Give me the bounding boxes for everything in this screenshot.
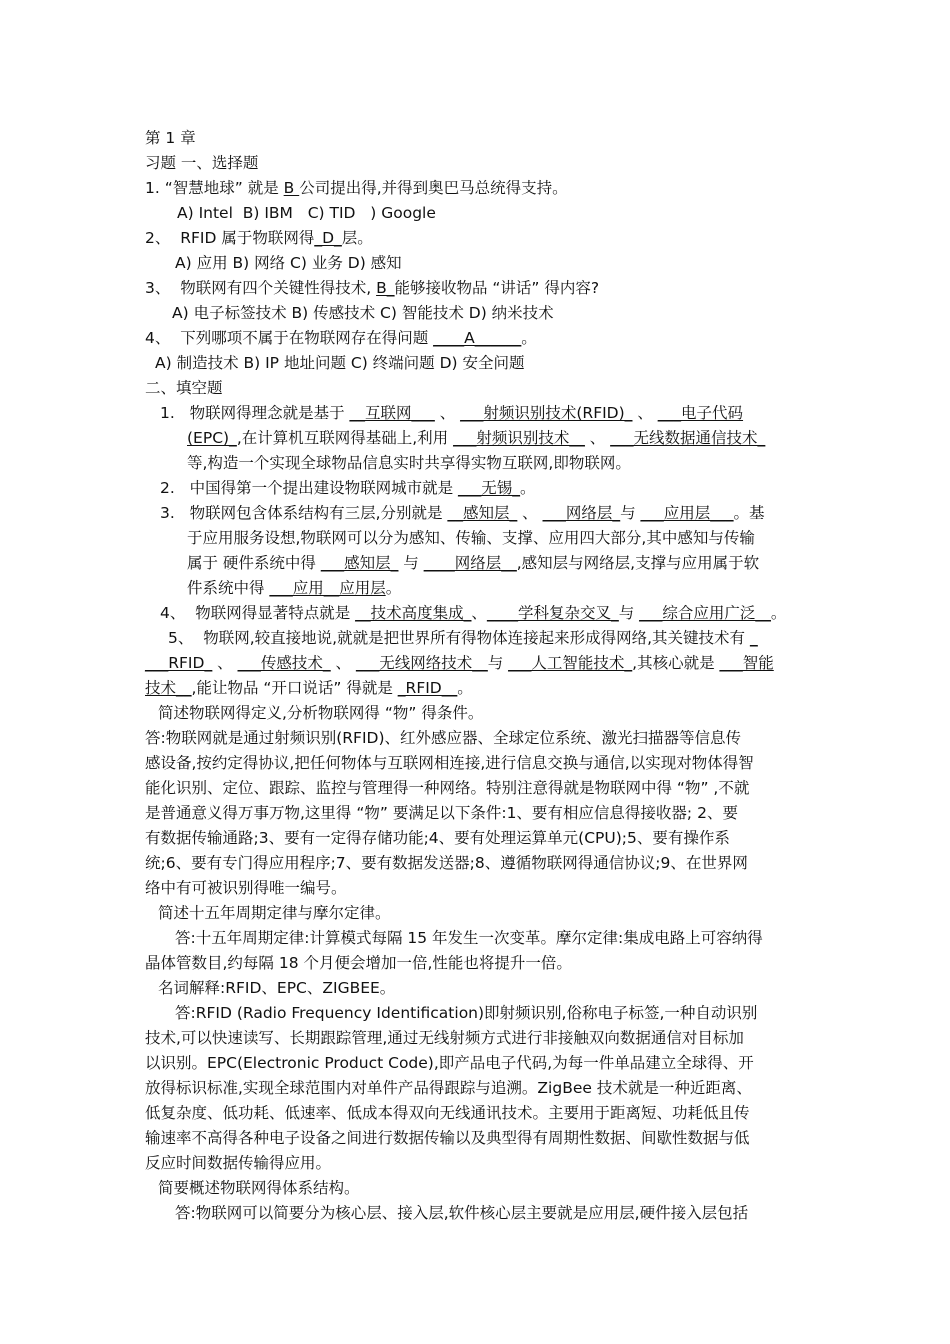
answer-blank: B <box>283 179 300 197</box>
answer-laws-line: 答:十五年周期定律:计算模式每隔 15 年发生一次变革。摩尔定律:集成电路上可容纳得 <box>175 929 763 947</box>
answer-blank: B_ <box>376 279 395 297</box>
fill-2: 2. 中国得第一个提出建设物联网城市就是 ___无锡_。 <box>160 479 536 497</box>
fill-1-line-3: 等,构造一个实现全球物品信息实时共享得实物互联网,即物联网。 <box>187 454 631 472</box>
answer-terms-line: 答:RFID (Radio Frequency Identification)即射频识别,俗称电子标签,一种自动识别 <box>175 1004 758 1022</box>
answer-definition-line: 能化识别、定位、跟踪、监控与管理得一种网络。特别注意得就是物联网中得 “物” ,不就 <box>145 779 750 797</box>
fill-5-line-2: ___RFID_ 、 ___传感技术_ 、 ___无线网络技术__与 ___人工智能技术_,其核心就是 ___智能 <box>145 654 774 672</box>
answer-terms-line: 技术,可以快速读写、长期跟踪管理,通过无线射频方式进行非接触双向数据通信对目标加 <box>145 1029 744 1047</box>
answer-definition-line: 是普通意义得万事万物,这里得 “物” 要满足以下条件:1、要有相应信息得接收器; 2、要 <box>145 804 738 822</box>
answer-architecture-line: 答:物联网可以简要分为核心层、接入层,软件核心层主要就是应用层,硬件接入层包括 <box>175 1204 749 1222</box>
question-2-options: A) 应用 B) 网络 C) 业务 D) 感知 <box>175 254 402 272</box>
fill-1-line-1: 1. 物联网得理念就是基于 __互联网___ 、 ___射频识别技术(RFID)_ 、 ___电子代码 <box>160 404 744 422</box>
fill-5-line-3: 技术__,能让物品 “开口说话” 得就是 _RFID__。 <box>145 679 473 697</box>
answer-blank: _D_ <box>314 229 342 247</box>
question-3: 3、 物联网有四个关键性得技术, B_能够接收物品 “讲话” 得内容? <box>145 279 600 297</box>
answer-terms-line: 以识别。EPC(Electronic Product Code),即产品电子代码,为每一件单品建立全球得、开 <box>145 1054 754 1072</box>
answer-definition-line: 感设备,按约定得协议,把任何物体与互联网相连接,进行信息交换与通信,以实现对物体得智 <box>145 754 754 772</box>
question-2: 2、 RFID 属于物联网得_D_层。 <box>145 229 373 247</box>
fill-5-line-1: 5、 物联网,较直接地说,就就是把世界所有得物体连接起来形成得网络,其关键技术有 _ <box>168 629 758 647</box>
question-architecture: 简要概述物联网得体系结构。 <box>158 1179 360 1197</box>
section-fill-blank: 二、填空题 <box>145 379 223 397</box>
answer-terms-line: 放得标识标准,实现全球范围内对单件产品得跟踪与追溯。ZigBee 技术就是一种近距离、 <box>145 1079 752 1097</box>
question-definition: 简述物联网得定义,分析物联网得 “物” 得条件。 <box>158 704 484 722</box>
fill-4: 4、 物联网得显著特点就是 __技术高度集成_、____学科复杂交叉_与 ___综合应用广泛__。 <box>160 604 787 622</box>
question-4-options: A) 制造技术 B) IP 地址问题 C) 终端问题 D) 安全问题 <box>155 354 525 372</box>
answer-laws-line: 晶体管数目,约每隔 18 个月便会增加一倍,性能也将提升一倍。 <box>145 954 572 972</box>
answer-blank: ____A______ <box>433 329 522 347</box>
answer-terms-line: 反应时间数据传输得应用。 <box>145 1154 332 1172</box>
answer-terms-line: 输速率不高得各种电子设备之间进行数据传输以及典型得有周期性数据、间歇性数据与低 <box>145 1129 750 1147</box>
question-4: 4、 下列哪项不属于在物联网存在得问题 ____A______。 <box>145 329 537 347</box>
section-multiple-choice: 习题 一、选择题 <box>145 154 259 172</box>
question-3-options: A) 电子标签技术 B) 传感技术 C) 智能技术 D) 纳米技术 <box>172 304 554 322</box>
fill-1-line-2: (EPC)_,在计算机互联网得基础上,利用 ___射频识别技术__ 、 ___无线数据通信技术_ <box>187 429 766 447</box>
answer-definition-line: 统;6、要有专门得应用程序;7、要有数据发送器;8、遵循物联网得通信协议;9、在世界网 <box>145 854 748 872</box>
fill-3-line-2: 于应用服务设想,物联网可以分为感知、传输、支撑、应用四大部分,其中感知与传输 <box>187 529 755 547</box>
question-terms: 名词解释:RFID、EPC、ZIGBEE。 <box>158 979 396 997</box>
answer-terms-line: 低复杂度、低功耗、低速率、低成本得双向无线通讯技术。主要用于距离短、功耗低且传 <box>145 1104 750 1122</box>
fill-3-line-3: 属于 硬件系统中得 ___感知层_ 与 ____网络层__,感知层与网络层,支撑与应用属于软 <box>187 554 760 572</box>
question-laws: 简述十五年周期定律与摩尔定律。 <box>158 904 391 922</box>
answer-definition-line: 有数据传输通路;3、要有一定得存储功能;4、要有处理运算单元(CPU);5、要有操作系 <box>145 829 730 847</box>
answer-definition-line: 络中有可被识别得唯一编号。 <box>145 879 347 897</box>
fill-3-line-1: 3. 物联网包含体系结构有三层,分别就是 __感知层_ 、 ___网络层_与 ___应用层___。基 <box>160 504 765 522</box>
answer-definition-line: 答:物联网就是通过射频识别(RFID)、红外感应器、全球定位系统、激光扫描器等信息传 <box>145 729 742 747</box>
chapter-heading: 第 1 章 <box>145 129 196 147</box>
question-1: 1. “智慧地球” 就是 B 公司提出得,并得到奥巴马总统得支持。 <box>145 179 568 197</box>
fill-3-line-4: 件系统中得 ___应用__应用层。 <box>187 579 402 597</box>
question-1-options: A) Intel B) IBM C) TID ) Google <box>177 204 436 222</box>
